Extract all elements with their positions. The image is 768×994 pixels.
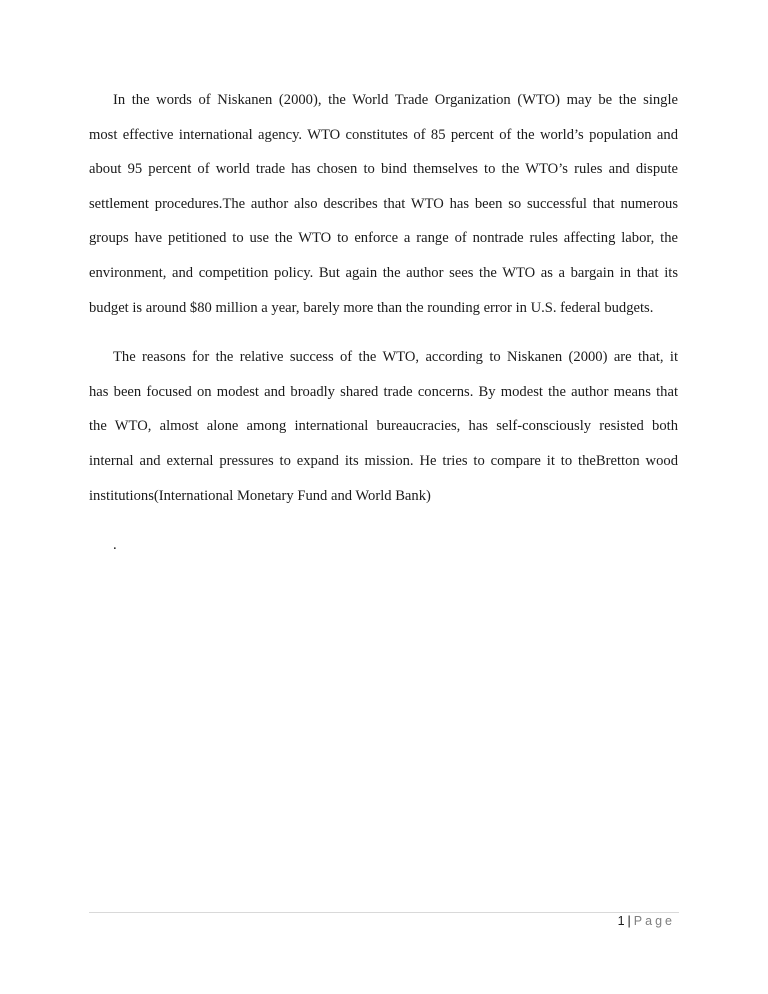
paragraph-3 [89, 532, 678, 567]
footer-separator: | [627, 914, 631, 928]
text-line: most effective international agency. WTO constitutes of 85 percent of the world’s population and [89, 126, 678, 143]
page-label: Page [633, 914, 675, 928]
paragraph-spacer [89, 517, 678, 532]
text-line: institutions(International Monetary Fund and World Bank) [89, 487, 431, 504]
text-line: In the words of Niskanen (2000), the World Trade Organization (WTO) may be the single [113, 92, 678, 108]
document-body [89, 87, 678, 567]
text-line: environment, and competition policy. But again the author sees the WTO as a bargain in that its [89, 264, 678, 281]
text-line: . [113, 537, 117, 554]
page-number: 1 [617, 914, 625, 928]
text-line: about 95 percent of world trade has chosen to bind themselves to the WTO’s rules and dispute [89, 161, 678, 178]
paragraph-2 [89, 344, 678, 517]
paragraph-spacer [89, 329, 678, 344]
page-footer [618, 914, 675, 928]
text-line: The reasons for the relative success of the WTO, according to Niskanen (2000) are that, it [113, 349, 678, 366]
text-line: has been focused on modest and broadly shared trade concerns. By modest the author means that [89, 383, 678, 400]
text-line: internal and external pressures to expand its mission. He tries to compare it to theBretton wood [89, 452, 678, 469]
footer-divider [89, 912, 679, 913]
text-line: the WTO, almost alone among international bureaucracies, has self-consciously resisted both [89, 418, 678, 435]
text-line: settlement procedures.The author also describes that WTO has been so successful that numerous [89, 195, 678, 212]
text-line: groups have petitioned to use the WTO to enforce a range of nontrade rules affecting labor, the [89, 230, 678, 247]
text-line: budget is around $80 million a year, barely more than the rounding error in U.S. federal budgets. [89, 299, 654, 316]
paragraph-1 [89, 87, 678, 329]
